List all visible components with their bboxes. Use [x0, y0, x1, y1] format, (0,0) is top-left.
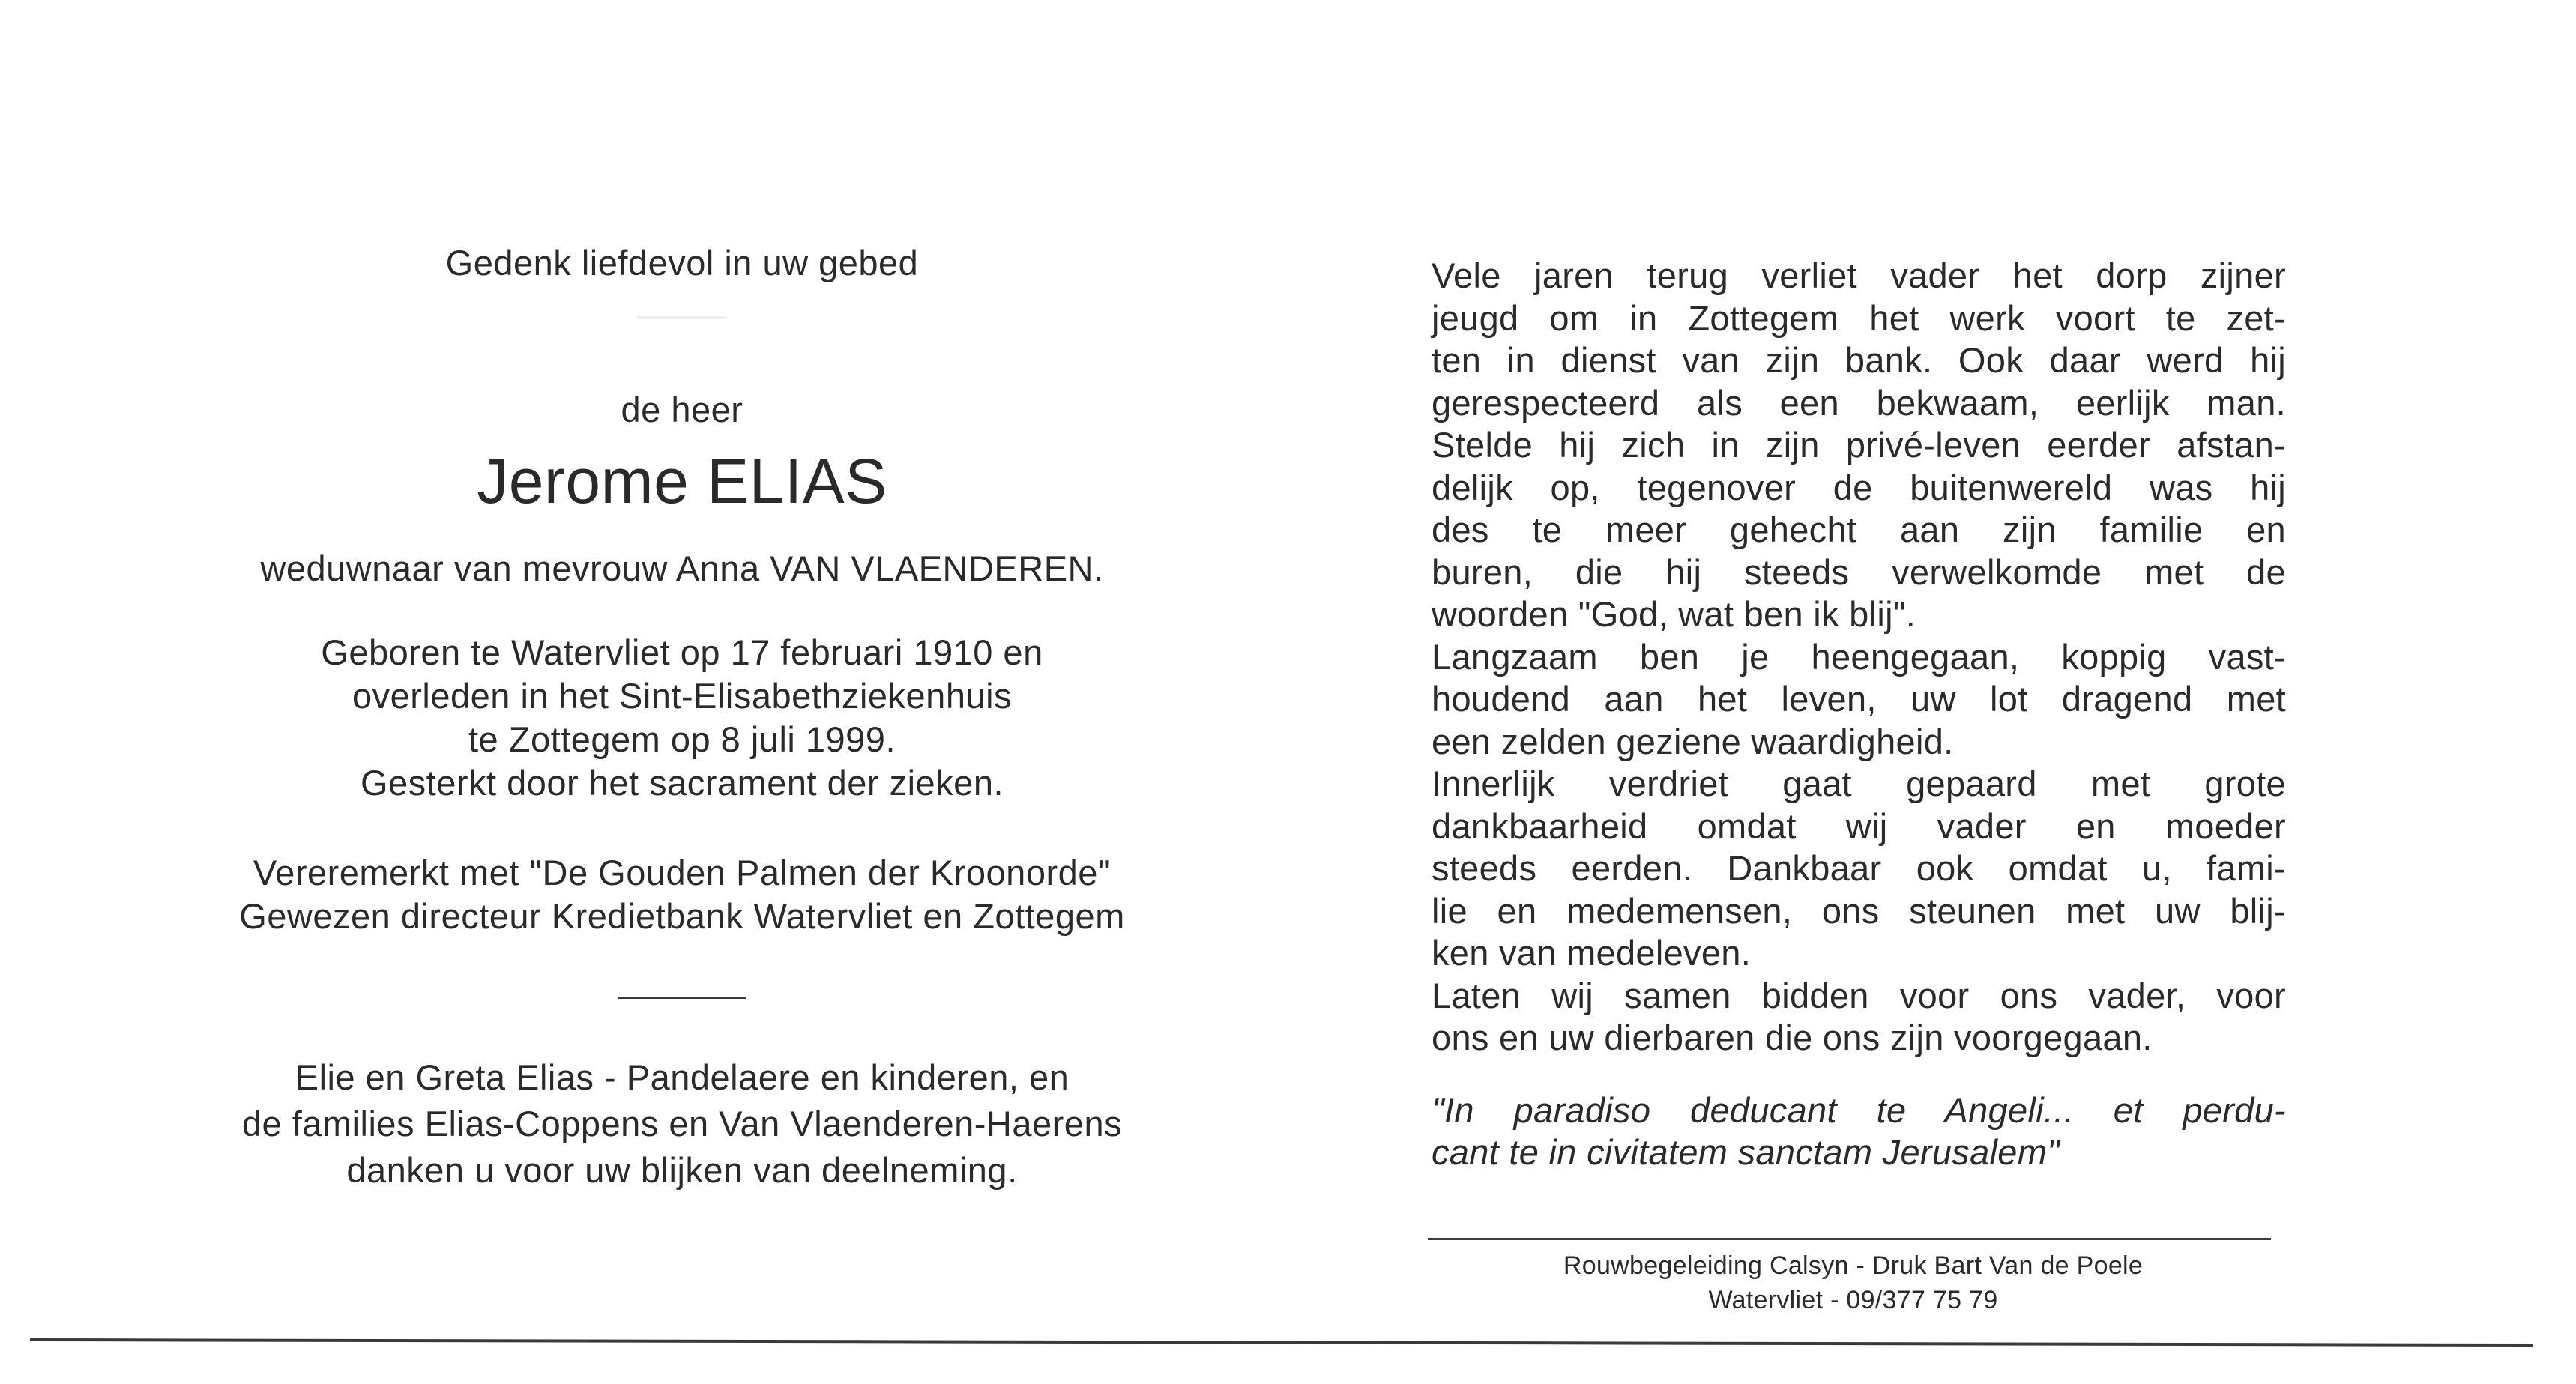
eulogy-line: Vele jaren terug verliet vader het dorp zijner: [1432, 256, 2286, 295]
thanks-line: Elie en Greta Elias - Pandelaere en kinderen, en: [295, 1057, 1070, 1097]
eulogy-text: [1432, 255, 2286, 1060]
eulogy-line: Innerlijk verdriet gaat gepaard met grote: [1432, 764, 2286, 803]
decoration-block: [112, 851, 1252, 938]
birth-line: Gesterkt door het sacrament der zieken.: [360, 763, 1004, 803]
eulogy-line: houdend aan het leven, uw lot dragend met: [1432, 679, 2286, 719]
divider-rule: [618, 997, 746, 999]
thanks-block: [112, 1054, 1252, 1194]
decoration-line: Vereremerkt met "De Gouden Palmen der Kroonorde": [253, 853, 1111, 892]
eulogy-line: des te meer gehecht aan zijn familie en: [1432, 510, 2286, 549]
eulogy-line: ten in dienst van zijn bank. Ook daar werd hij: [1432, 340, 2286, 380]
thanks-line: danken u voor uw blijken van deelneming.: [346, 1150, 1018, 1190]
opening-line: Gedenk liefdevol in uw gebed: [445, 243, 919, 282]
eulogy-line: ken van medeleven.: [1432, 933, 1752, 973]
eulogy-line: gerespecteerd als een bekwaam, eerlijk man.: [1432, 382, 2286, 423]
faint-mark: [637, 316, 727, 319]
printer-rule: [1428, 1238, 2271, 1240]
eulogy-line: een zelden geziene waardigheid.: [1432, 721, 1954, 761]
eulogy-line: buren, die hij steeds verwelkomde met de: [1432, 552, 2286, 592]
printer-line: Rouwbegeleiding Calsyn - Druk Bart Van de Poele: [1563, 1251, 2144, 1280]
printer-line: Watervliet - 09/377 75 79: [1708, 1286, 1998, 1314]
thanks-line: de families Elias-Coppens en Van Vlaenderen-Haerens: [241, 1104, 1123, 1143]
eulogy-line: jeugd om in Zottegem het werk voort te zet-: [1432, 297, 2286, 338]
birth-line: te Zottegem op 8 juli 1999.: [468, 719, 896, 759]
eulogy-line: dankbaarheid omdat wij vader en moeder: [1432, 806, 2286, 846]
birth-line: overleden in het Sint-Elisabethziekenhuis: [352, 676, 1013, 716]
deceased-name: Jerome ELIAS: [477, 446, 887, 516]
left-panel: [112, 225, 1252, 1194]
eulogy-line: ons en uw dierbaren die ons zijn voorgegaan.: [1432, 1018, 2153, 1057]
latin-quote: [1432, 1090, 2286, 1174]
quote-line: "In paradiso deducant te Angeli... et perdu-: [1432, 1090, 2286, 1130]
right-panel: [1432, 255, 2286, 1174]
eulogy-line: Laten wij samen bidden voor ons vader, voor: [1432, 975, 2286, 1015]
printer-credit: [1432, 1248, 2275, 1317]
eulogy-line: steeds eerden. Dankbaar ook omdat u, fami-: [1432, 848, 2286, 888]
decoration-line: Gewezen directeur Kredietbank Watervliet en Zottegem: [239, 896, 1125, 936]
quote-line: cant te in civitatem sanctam Jerusalem": [1432, 1132, 2060, 1172]
card-fold-edge: [30, 1338, 2533, 1347]
eulogy-line: Langzaam ben je heengegaan, koppig vast-: [1432, 636, 2286, 677]
birth-death-block: [112, 631, 1252, 805]
eulogy-line: woorden "God, wat ben ik blij".: [1432, 594, 1916, 634]
eulogy-line: delijk op, tegenover de buitenwereld was hij: [1432, 467, 2286, 507]
honorific: de heer: [621, 390, 743, 429]
widower-line: weduwnaar van mevrouw Anna VAN VLAENDEREN.: [260, 549, 1104, 588]
birth-line: Geboren te Watervliet op 17 februari 1910 en: [321, 632, 1043, 672]
eulogy-line: lie en medemensen, ons steunen met uw blij-: [1432, 890, 2286, 931]
eulogy-line: Stelde hij zich in zijn privé-leven eerder afstan-: [1432, 425, 2286, 465]
